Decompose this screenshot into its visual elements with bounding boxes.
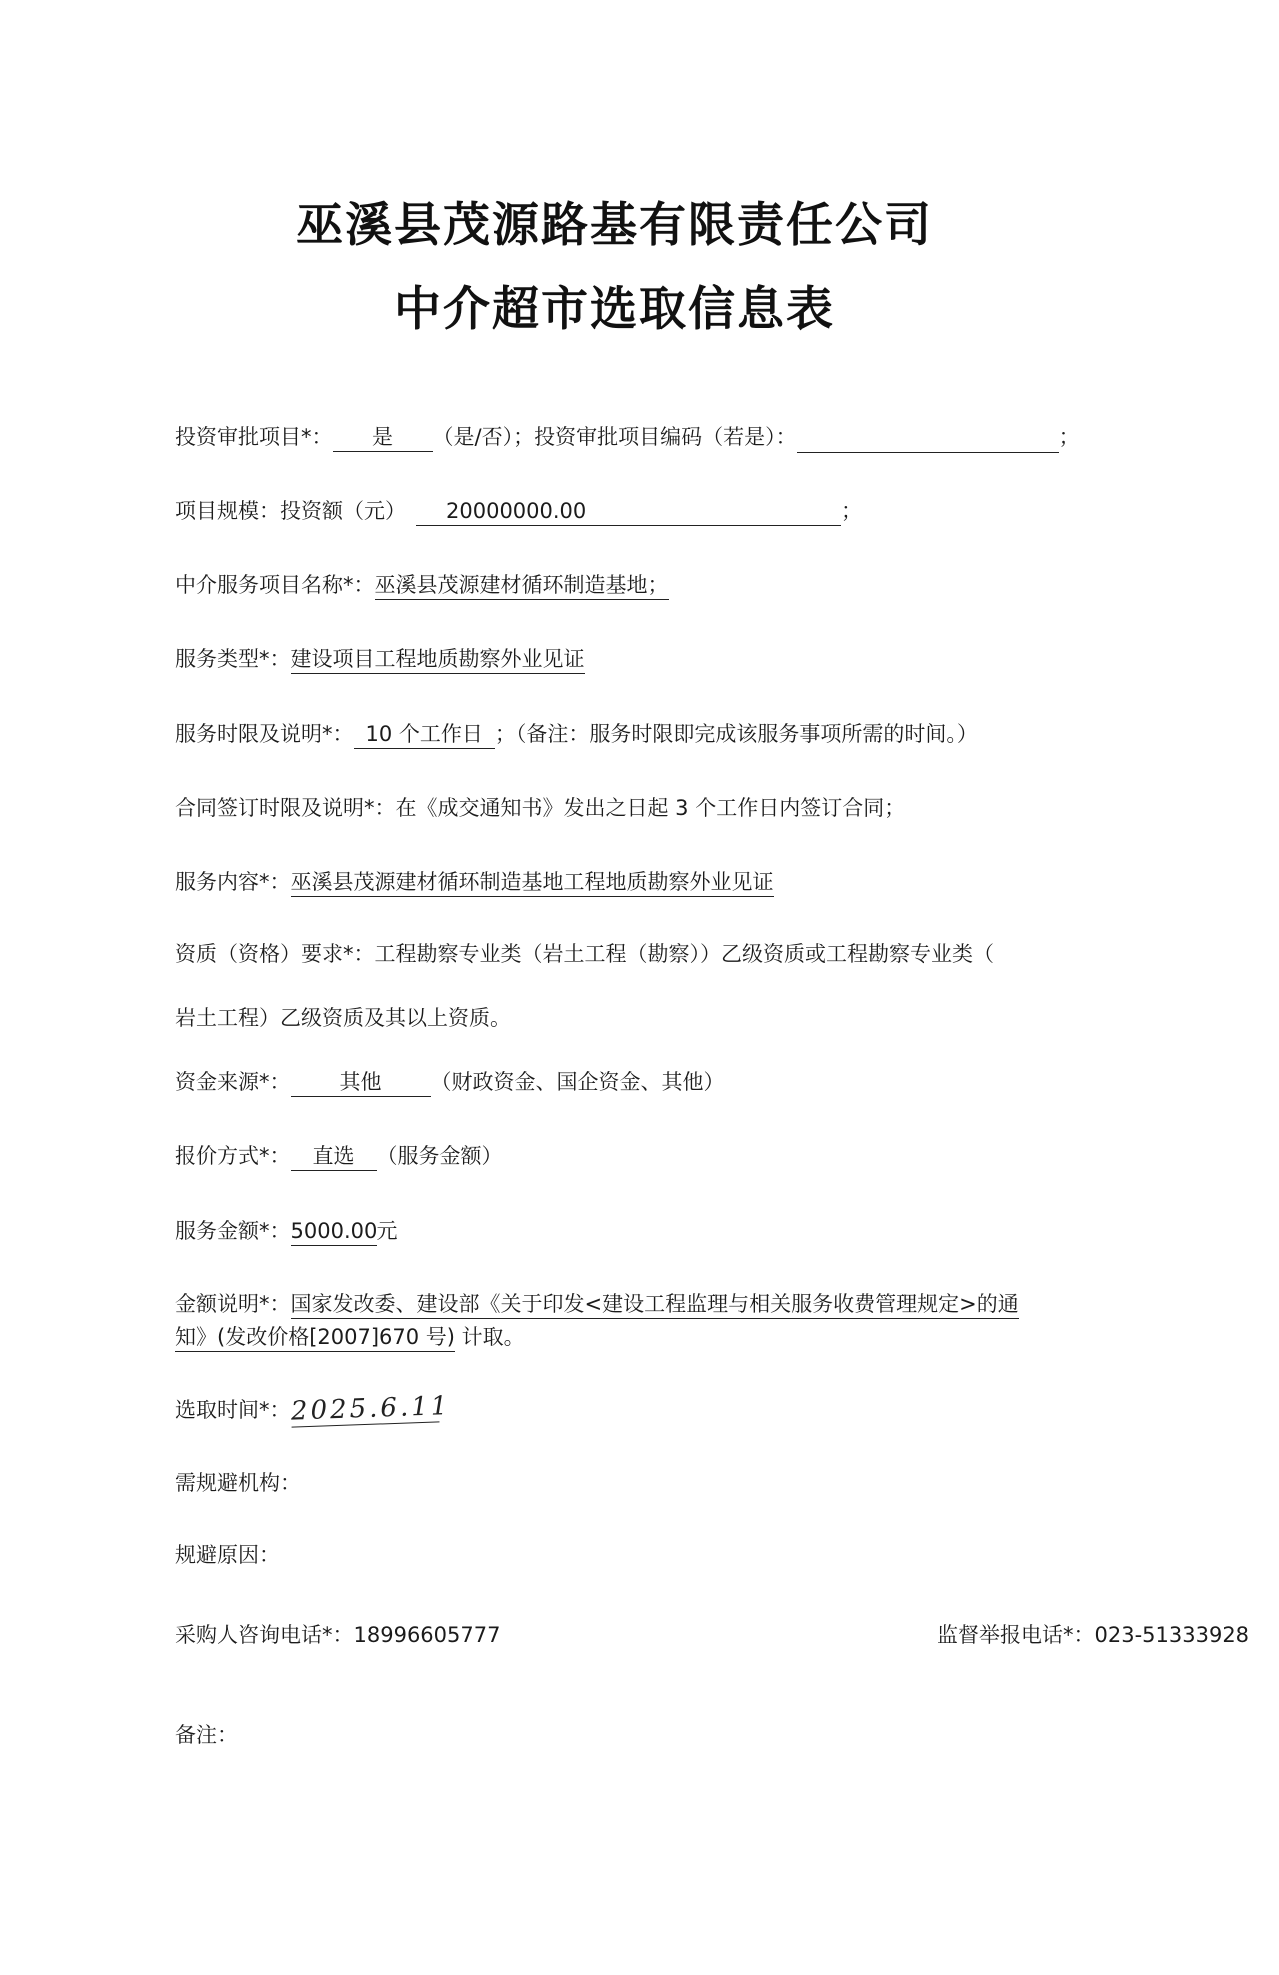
quote-value: 直选 [291, 1142, 377, 1171]
approval-row [175, 421, 1080, 453]
project-name-row [175, 569, 669, 601]
service-content-label: 服务内容*： [175, 870, 291, 894]
project-name-label: 中介服务项目名称*： [175, 573, 375, 597]
amount-note-row [175, 1288, 1019, 1320]
service-content-value: 巫溪县茂源建材循环制造基地工程地质勘察外业见证 [291, 868, 774, 897]
select-time-value: 2025.6.11 [290, 1391, 451, 1427]
contract-label: 合同签订时限及说明*： [175, 796, 396, 820]
service-type-label: 服务类型*： [175, 647, 291, 671]
quote-row [175, 1140, 503, 1172]
scale-end: ； [841, 499, 862, 523]
amount-label: 服务金额*： [175, 1219, 291, 1243]
approval-end: ； [1058, 425, 1080, 449]
approval-value: 是 [333, 423, 433, 452]
avoid-org-label: 需规避机构： [175, 1471, 301, 1495]
project-name-value: 巫溪县茂源建材循环制造基地； [375, 571, 669, 600]
service-content-row [175, 866, 774, 898]
avoid-org-row [175, 1467, 301, 1499]
service-period-value: 10 个工作日 [354, 720, 495, 749]
quote-options: （服务金额） [376, 1144, 503, 1168]
avoid-reason-row [175, 1539, 280, 1571]
scale-row [175, 495, 862, 527]
funding-options: （财政资金、国企资金、其他） [430, 1070, 725, 1094]
contract-value: 在《成交通知书》发出之日起 3 个工作日内签订合同； [395, 796, 906, 820]
buyer-phone-label: 采购人咨询电话*： [175, 1623, 354, 1647]
service-type-row [175, 643, 585, 675]
quote-label: 报价方式*： [175, 1144, 291, 1168]
phone-row [175, 1619, 1250, 1651]
scale-value: 20000000.00 [416, 497, 841, 526]
select-time-label: 选取时间*： [175, 1398, 291, 1422]
remark-label: 备注： [175, 1723, 238, 1747]
document-title-form: 中介超市选取信息表 [394, 282, 835, 337]
qualification-row [175, 938, 994, 970]
contract-row [175, 792, 905, 824]
scale-label: 项目规模：投资额（元） [175, 499, 406, 523]
funding-value: 其他 [291, 1068, 431, 1097]
amount-note-row-2 [175, 1321, 525, 1353]
funding-row [175, 1066, 725, 1098]
remark-row [175, 1719, 238, 1751]
buyer-phone-value: 18996605777 [353, 1623, 501, 1647]
approval-code-field [797, 428, 1059, 453]
amount-note-line1: 国家发改委、建设部《关于印发<建设工程监理与相关服务收费管理规定>的通 [291, 1290, 1019, 1319]
amount-unit: 元 [376, 1219, 398, 1243]
report-phone-value: 023-51333928 [1094, 1623, 1250, 1647]
qualification-label: 资质（资格）要求*： [175, 942, 375, 966]
amount-value: 5000.00 [291, 1217, 377, 1246]
avoid-reason-label: 规避原因： [175, 1543, 280, 1567]
document-title-company: 巫溪县茂源路基有限责任公司 [296, 198, 933, 253]
qualification-line1: 工程勘察专业类（岩土工程（勘察））乙级资质或工程勘察专业类（ [374, 942, 994, 966]
approval-label: 投资审批项目*： [175, 425, 333, 449]
approval-options: （是/否）； [432, 425, 535, 449]
report-phone-label: 监督举报电话*： [937, 1623, 1095, 1647]
select-time-row [175, 1391, 451, 1427]
service-period-label: 服务时限及说明*： [175, 722, 354, 746]
service-type-value: 建设项目工程地质勘察外业见证 [291, 645, 585, 674]
approval-code-label: 投资审批项目编码（若是）： [534, 425, 797, 449]
amount-note-line2: 知》(发改价格[2007]670 号) [175, 1323, 455, 1352]
qualification-row-2 [175, 1002, 511, 1034]
amount-note-line2-end: 计取。 [454, 1325, 525, 1349]
funding-label: 资金来源*： [175, 1070, 291, 1094]
qualification-line2: 岩土工程）乙级资质及其以上资质。 [175, 1006, 511, 1030]
amount-note-label: 金额说明*： [175, 1292, 291, 1316]
report-phone [937, 1619, 1249, 1651]
amount-row [175, 1215, 398, 1247]
service-period-row [175, 718, 978, 750]
service-period-note: ；（备注：服务时限即完成该服务事项所需的时间。） [494, 722, 978, 746]
